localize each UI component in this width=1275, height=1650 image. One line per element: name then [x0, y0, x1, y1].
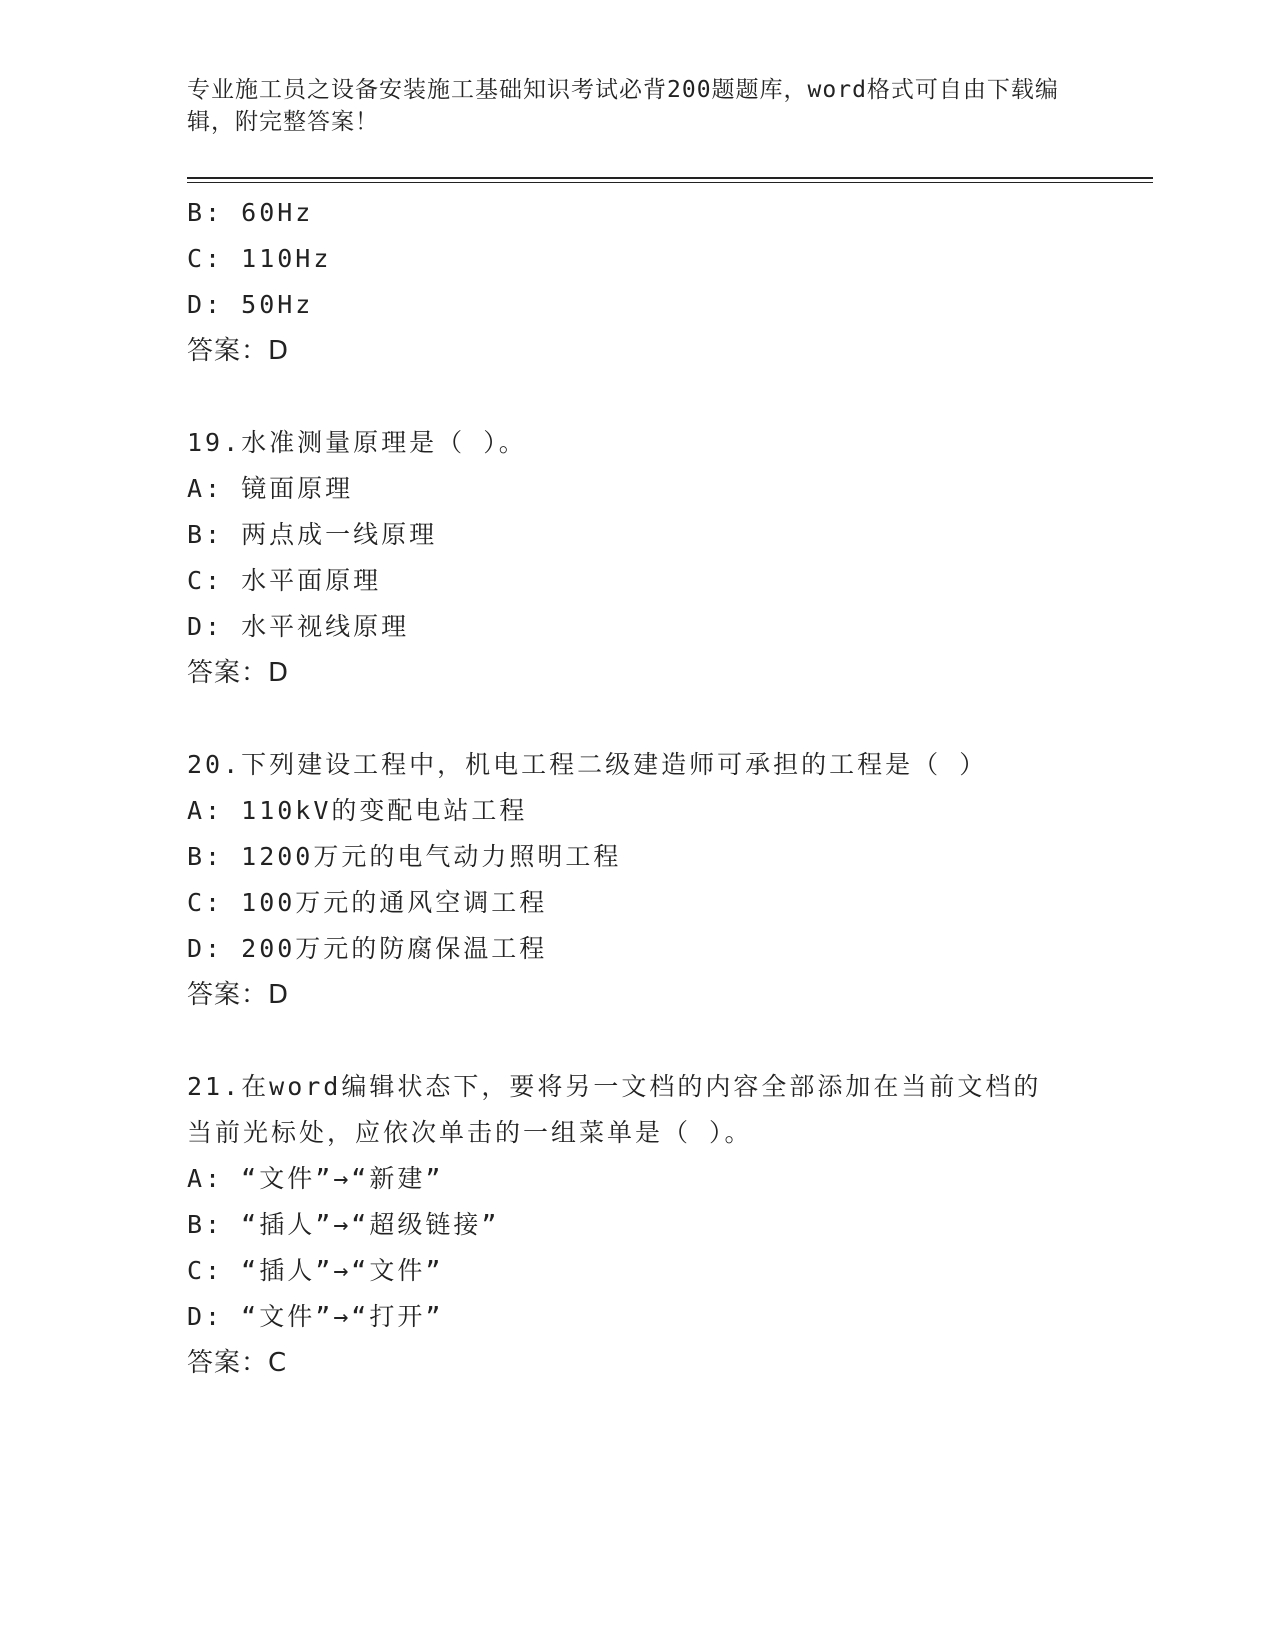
option-d: D: “文件”→“打开”	[187, 1302, 444, 1331]
option-d: D: 50Hz	[187, 290, 314, 319]
question-title: 19.水准测量原理是（ ）。	[187, 428, 527, 457]
option-c: C: 100万元的通风空调工程	[187, 888, 548, 917]
option-c: C: “插人”→“文件”	[187, 1256, 444, 1285]
option-b: B: “插人”→“超级链接”	[187, 1210, 500, 1239]
option-c: C: 水平面原理	[187, 566, 382, 595]
question-21	[187, 1064, 1087, 1386]
question-title: 20.下列建设工程中，机电工程二级建造师可承担的工程是（ ）	[187, 750, 988, 779]
document-header: 专业施工员之设备安装施工基础知识考试必背200题题库，word格式可自由下载编辑，附完整答案！	[187, 77, 1059, 135]
option-b: B: 两点成一线原理	[187, 520, 438, 549]
option-a: A: 110kV的变配电站工程	[187, 796, 528, 825]
continued-question	[187, 190, 1087, 374]
answer: 答案：D	[187, 658, 290, 688]
answer: 答案：D	[187, 336, 290, 366]
option-b: B: 60Hz	[187, 198, 314, 227]
answer: 答案：D	[187, 980, 290, 1010]
option-a: A: 镜面原理	[187, 474, 354, 503]
option-a: A: “文件”→“新建”	[187, 1164, 444, 1193]
header-divider-thick	[187, 177, 1153, 179]
option-d: D: 200万元的防腐保温工程	[187, 934, 548, 963]
question-19	[187, 420, 1087, 696]
option-b: B: 1200万元的电气动力照明工程	[187, 842, 622, 871]
question-20	[187, 742, 1087, 1018]
option-d: D: 水平视线原理	[187, 612, 410, 641]
option-c: C: 110Hz	[187, 244, 332, 273]
question-title: 21.在word编辑状态下，要将另一文档的内容全部添加在当前文档的当前光标处，应依次单击的一组菜单是（ ）。	[187, 1072, 1042, 1147]
header-divider-thin	[187, 182, 1153, 183]
answer: 答案：C	[187, 1348, 288, 1378]
document-body	[187, 190, 1087, 1386]
